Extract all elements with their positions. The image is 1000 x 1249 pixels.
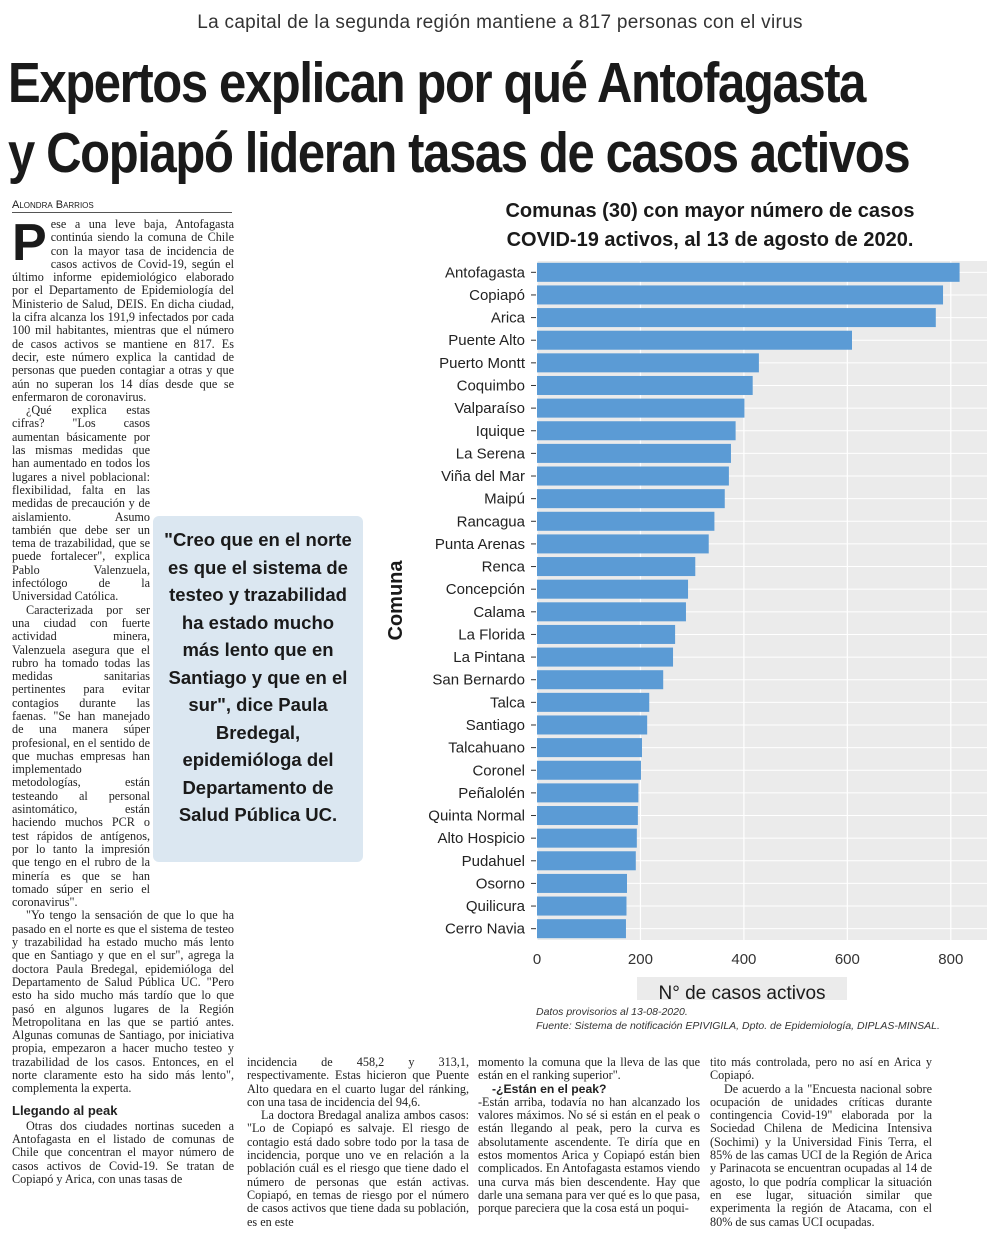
bar-13 bbox=[537, 557, 695, 576]
bar-20 bbox=[537, 715, 647, 734]
y-tick-label: Calama bbox=[473, 603, 525, 621]
bar-25 bbox=[537, 829, 637, 848]
subhead: Llegando al peak bbox=[12, 1102, 118, 1118]
y-tick-label: Antofagasta bbox=[444, 264, 525, 282]
y-tick-label: La Pintana bbox=[453, 649, 525, 667]
bar-21 bbox=[537, 738, 642, 757]
bar-10 bbox=[537, 489, 725, 508]
author-byline: Alondra Barrios bbox=[12, 199, 232, 213]
y-tick-label: Viña del Mar bbox=[441, 468, 525, 486]
bar-28 bbox=[537, 897, 626, 916]
bar-19 bbox=[537, 693, 649, 712]
chart-title: Comunas (30) con mayor número de casos COVID-19 activos, al 13 de agosto de 2020. bbox=[505, 200, 915, 251]
x-tick-label: 600 bbox=[834, 951, 860, 968]
bar-23 bbox=[537, 783, 638, 802]
y-tick-label: Maipú bbox=[484, 490, 525, 508]
bar-5 bbox=[537, 376, 753, 395]
chart-note: Datos provisorios al 13-08-2020. bbox=[536, 1006, 688, 1018]
y-tick-label: La Florida bbox=[458, 626, 525, 644]
x-tick-label: 400 bbox=[731, 951, 757, 968]
headline bbox=[8, 48, 988, 188]
paragraph: Otras dos ciudades nortinas suceden a Antofagasta en el listado de comunas de Chile que concentran el mayor número de casos activos de Covid-19. Se tratan de Copiapó y Arica, con unas tasas de bbox=[12, 1118, 234, 1187]
paragraph: Caracterizada por ser una ciudad con fuerte actividad minera, Valenzuela asegura que el rubro ha tomado todas las medidas sanitarias pertinentes para evitar contagios durante las faenas. "Se han manejado de una manera súper profesional, en el sentido de que muchas empresas han implementado metodologías, están testeando al personal asintomático, están haciendo muchos PCR o test rápidos de antígenos, por lo tanto la impresión que tengo en el rubro de la minería es que se han tomado súper en serio el coronavirus". bbox=[12, 602, 150, 910]
bar-17 bbox=[537, 648, 673, 667]
bar-2 bbox=[537, 308, 936, 327]
chart-notes bbox=[536, 1005, 940, 1033]
y-tick-label: Quinta Normal bbox=[428, 807, 525, 825]
paragraph: -Están arriba, todavía no han alcanzado los valores máximos. No sé si están en el peak o están llegando al peak, pero la curva es absolutamente ascendente. Te diría que en estos momentos Arica y Copiapó están bien complicados. En Antofagasta estamos viendo una curva más bien descendente. Hay que darle una semana para ver qué es lo que pasa, porque pareciera que la cosa está un poqui- bbox=[478, 1094, 700, 1216]
paragraph: De acuerdo a la "Encuesta nacional sobre ocupación de unidades críticas durante contingencia Covid-19" elaborada por la Sociedad Chilena de Medicina Intensiva (Sochimi) y la Universidad Finis Terra, el 85% de las camas UCI de la Región de Arica y Parinacota se encuentran ocupadas al 14 de agosto, lo que podría complicar la situación en ese lugar, situación similar que experimenta la región de Atacama, con el 80% de sus camas UCI ocupadas. bbox=[710, 1081, 932, 1229]
bar-8 bbox=[537, 444, 731, 463]
x-tick-label: 800 bbox=[938, 951, 964, 968]
y-tick-label: Quilicura bbox=[465, 898, 525, 916]
bar-6 bbox=[537, 399, 744, 418]
paragraph: ¿Qué explica estas cifras? "Los casos aumentan básicamente por las mismas medidas que han aumentado en todos los lugares a nivel poblacional: flexibilidad, falta en las medidas de precaución y de aislamiento. Asumo también que debe ser un tema de trazabilidad, que se puede fortalecer", explica Pablo Valenzuela, infectólogo de la Universidad Católica. bbox=[12, 403, 150, 604]
paragraph: La doctora Bredagal analiza ambos casos: "Lo de Copiapó es salvaje. El riesgo de contagio está dado sobre todo por la tasa de incidencia, porque uno ve en relación a la población cuál es el riesgo que tiene dado el número de personas que están activas. Copiapó, en temas de riesgo por el número de casos activos que tiene dada su población, es en este bbox=[247, 1108, 469, 1229]
y-tick-label: San Bernardo bbox=[432, 671, 525, 689]
pull-quote: "Creo que en el norte es que el sistema de testeo y trazabilidad ha estado mucho más lento que en Santiago y que en el sur", dice Paula Bredegal, epidemióloga del Departamento de Salud Pública UC. bbox=[153, 516, 363, 862]
y-tick-label: Pudahuel bbox=[461, 852, 525, 870]
y-tick-label: Iquique bbox=[475, 422, 525, 440]
bar-24 bbox=[537, 806, 638, 825]
y-tick-label: Santiago bbox=[465, 716, 525, 734]
y-tick-label: Coquimbo bbox=[456, 377, 525, 395]
y-tick-label: Rancagua bbox=[456, 513, 525, 531]
bar-14 bbox=[537, 580, 688, 599]
headline-line-2: y Copiapó lideran tasas de casos activos bbox=[8, 121, 910, 185]
y-tick-label: La Serena bbox=[455, 445, 525, 463]
y-tick-label: Coronel bbox=[472, 762, 525, 780]
bar-11 bbox=[537, 512, 714, 531]
x-tick-label: 200 bbox=[627, 951, 653, 968]
y-axis-label: Comuna bbox=[385, 560, 407, 641]
y-tick-label: Peñalolén bbox=[458, 784, 525, 802]
bar-3 bbox=[537, 331, 852, 350]
bar-22 bbox=[537, 761, 641, 780]
x-axis-label: N° de casos activos bbox=[658, 983, 826, 1000]
paragraph: momento la comuna que la lleva de las que están en el ranking superior". bbox=[478, 1055, 700, 1083]
article-column-2 bbox=[247, 1056, 469, 1229]
bar-9 bbox=[537, 467, 729, 486]
y-tick-label: Renca bbox=[481, 558, 525, 576]
drop-cap: P bbox=[12, 214, 47, 272]
bar-27 bbox=[537, 874, 627, 893]
y-tick-label: Alto Hospicio bbox=[437, 830, 525, 848]
bar-4 bbox=[537, 353, 759, 372]
y-tick-label: Copiapó bbox=[469, 286, 525, 304]
headline-line-1: Expertos explican por qué Antofagasta bbox=[8, 51, 866, 115]
y-tick-label: Puente Alto bbox=[448, 332, 525, 350]
paragraph: incidencia de 458,2 y 313,1, respectivamente. Estas hicieron que Puente Alto quedara en el cuarto lugar del ránking, con una tasa de incidencia del 94,6. bbox=[247, 1055, 469, 1109]
interview-question: -¿Están en el peak? bbox=[492, 1081, 607, 1096]
bar-26 bbox=[537, 851, 636, 870]
y-tick-label: Arica bbox=[490, 309, 525, 327]
paragraph: tito más controlada, pero no así en Arica y Copiapó. bbox=[710, 1055, 932, 1083]
bar-12 bbox=[537, 534, 709, 553]
bar-29 bbox=[537, 919, 626, 938]
x-tick-label: 0 bbox=[532, 951, 542, 968]
y-tick-label: Valparaíso bbox=[454, 400, 525, 418]
chart-source: Fuente: Sistema de notificación EPIVIGILA, Dpto. de Epidemiología, DIPLAS-MINSAL. bbox=[536, 1020, 940, 1032]
bar-chart bbox=[380, 255, 990, 1000]
bar-1 bbox=[537, 285, 943, 304]
y-tick-label: Concepción bbox=[445, 581, 525, 599]
y-tick-label: Puerto Montt bbox=[439, 354, 525, 372]
y-tick-label: Talcahuano bbox=[448, 739, 525, 757]
article-column-3 bbox=[478, 1056, 700, 1216]
y-tick-label: Osorno bbox=[475, 875, 525, 893]
kicker: La capital de la segunda región mantiene a 817 personas con el virus bbox=[197, 12, 803, 33]
bar-15 bbox=[537, 602, 686, 621]
article-column-4 bbox=[710, 1056, 932, 1229]
bar-7 bbox=[537, 421, 736, 440]
y-tick-label: Cerro Navia bbox=[444, 920, 525, 938]
bar-0 bbox=[537, 263, 960, 282]
paragraph: "Yo tengo la sensación de que lo que ha pasado en el norte es que el sistema de testeo y trazabilidad ha estado mucho más lento que en Santiago y que en el sur", agrega la doctora Paula Bredegal, epidemióloga del Departamento de Salud Pública UC. "Pero esto ha sido mucho más tardío que lo que pasó en algunos lugares de la Región Metropolitana en las que se partió antes. Algunas comunas de Santiago, por iniciativa propia, empezaron a hacer mucho testeo y trazabilidad de los casos. Entonces, en el norte claramente esto ha sido más lento", complementa la experta. bbox=[12, 908, 234, 1096]
y-tick-label: Punta Arenas bbox=[434, 535, 525, 553]
bar-18 bbox=[537, 670, 663, 689]
y-tick-label: Talca bbox=[489, 694, 525, 712]
paragraph: Pese a una leve baja, Antofagasta continúa siendo la comuna de Chile con la mayor tasa de incidencia de casos activos de Covid-19, según el último informe epidemiológico elaborado por el Departamento de Epidemiología del Ministerio de Salud, DEIS. En dicha ciudad, la cifra alcanza los 191,9 infectados por cada 100 mil habitantes, mientras que el número de casos activos se mantiene en 817. Es decir, este número explica la cantidad de personas que pueden contagiar a otras y que aún no superan los 14 días desde que se enfermaron de coronavirus. bbox=[12, 214, 234, 404]
bar-16 bbox=[537, 625, 675, 644]
